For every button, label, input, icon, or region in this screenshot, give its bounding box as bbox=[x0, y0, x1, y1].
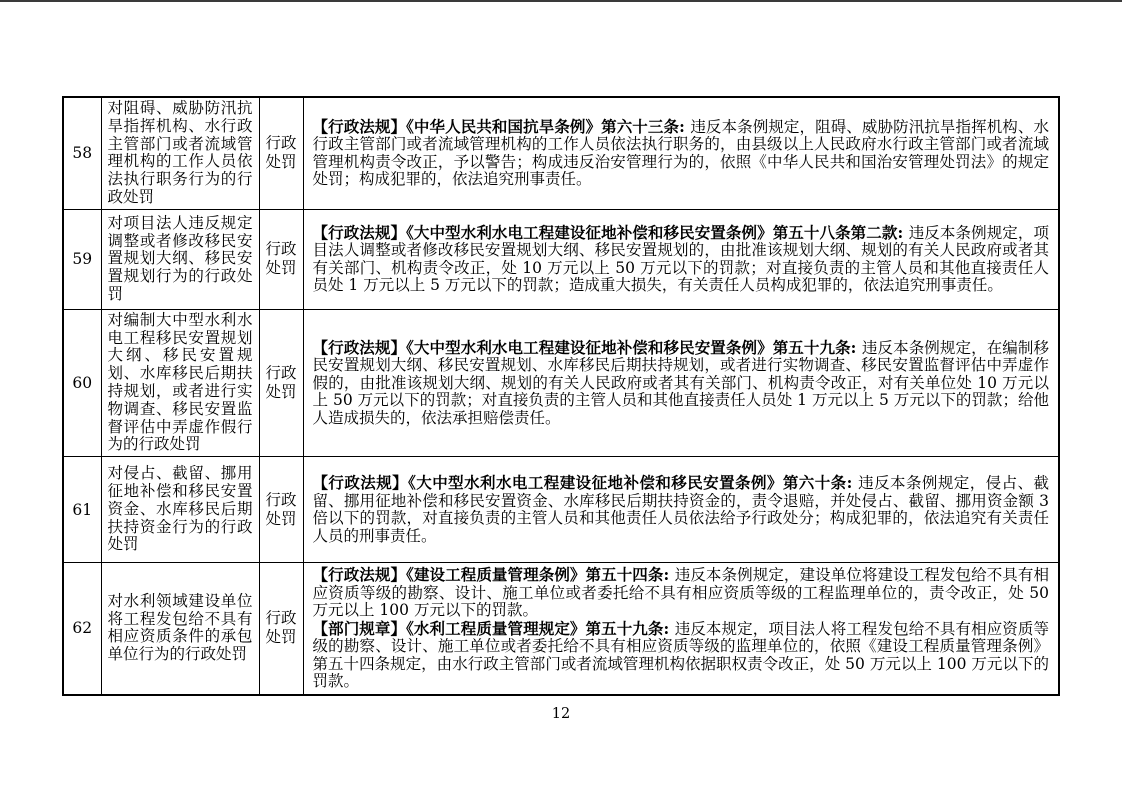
legal-basis-entry bbox=[313, 474, 1050, 545]
row-number: 62 bbox=[63, 563, 101, 695]
statute-text: 违反本条例规定，在编制移民安置规划大纲、移民安置规划、水库移民后期扶持规划，或者进行实物调查、移民安置监督评估中弄虚作假的，由批准该规划大纲、规划的有关人民政府或者其有关部门、机构责令改正，对有关单位处 10 万元以上 50 万元以下的罚款；对直接负责的主管人员和其他直接责任人员处 1 万元以上 5 万元以下的罚款；给他人造成损失的，依法承担赔偿责任。 bbox=[312, 338, 1049, 427]
behavior-cell: 对水利领域建设单位将工程发包给不具有相应资质条件的承包单位行为的行政处罚 bbox=[101, 563, 259, 695]
page-number: 12 bbox=[551, 706, 571, 722]
statute-title: 【行政法规】《建设工程质量管理条例》第五十四条: bbox=[312, 565, 675, 585]
legal-basis-entry bbox=[313, 566, 1050, 620]
row-number: 60 bbox=[63, 309, 101, 456]
legal-basis-cell bbox=[303, 309, 1059, 456]
page-top-edge-line bbox=[0, 0, 1122, 2]
legal-basis-entry bbox=[313, 620, 1050, 691]
penalty-table bbox=[62, 96, 1060, 696]
legal-basis-cell bbox=[303, 97, 1059, 209]
legal-basis-entry bbox=[313, 224, 1050, 295]
penalty-type-cell: 行政处罚 bbox=[259, 563, 303, 695]
row-number: 61 bbox=[63, 457, 101, 563]
statute-title: 【行政法规】《大中型水利水电工程建设征地补偿和移民安置条例》第五十八条第二款: bbox=[312, 222, 909, 242]
statute-text: 违反本规定，项目法人将工程发包给不具有相应资质等级的勘察、设计、施工单位或者委托给不具有相应资质等级的监理单位的，依照《建设工程质量管理条例》第五十四条规定，由水行政主管部门或者流域管理机构依据职权责令改正，处 50 万元以上 100 万元以下的罚款。 bbox=[312, 619, 1049, 691]
legal-basis-cell bbox=[303, 457, 1059, 563]
statute-text: 违反本条例规定，项目法人调整或者修改移民安置规划大纲、移民安置规划的，由批准该规划大纲、规划的有关人民政府或者其有关部门、机构责令改正，处 10 万元以上 50 万元以下的罚款；对直接负责的主管人员和其他直接责任人员处 1 万元以上 5 万元以下的罚款；造成重大损失，有关责任人员构成犯罪的，依法追究刑事责任。 bbox=[312, 223, 1049, 295]
table-row bbox=[63, 563, 1059, 695]
statute-text: 违反本条例规定，建设单位将建设工程发包给不具有相应资质等级的勘察、设计、施工单位或者委托给不具有相应资质等级的工程监理单位的，责令改正，处 50 万元以上 100 万元以下的罚款。 bbox=[312, 566, 1049, 620]
statute-title: 【部门规章】《水利工程质量管理规定》第五十九条: bbox=[312, 618, 675, 638]
penalty-type-cell: 行政处罚 bbox=[259, 97, 303, 209]
legal-basis-cell bbox=[303, 563, 1059, 695]
behavior-cell: 对编制大中型水利水电工程移民安置规划大纲、移民安置规划、水库移民后期扶持规划，或者进行实物调查、移民安置监督评估中弄虚作假行为的行政处罚 bbox=[101, 309, 259, 456]
table-row bbox=[63, 457, 1059, 563]
statute-title: 【行政法规】《中华人民共和国抗旱条例》第六十三条: bbox=[312, 116, 691, 136]
table-row bbox=[63, 97, 1059, 209]
statute-title: 【行政法规】《大中型水利水电工程建设征地补偿和移民安置条例》第六十条: bbox=[312, 473, 859, 493]
legal-basis-entry bbox=[313, 339, 1050, 428]
legal-basis-cell bbox=[303, 209, 1059, 309]
statute-text: 违反本条例规定，阻碍、威胁防汛抗旱指挥机构、水行政主管部门或者流域管理机构的工作人员依法执行职务的，由县级以上人民政府水行政主管部门或者流域管理机构责令改正，予以警告；构成违反治安管理行为的，依照《中华人民共和国治安管理处罚法》的规定处罚；构成犯罪的，依法追究刑事责任。 bbox=[312, 117, 1049, 189]
statute-text: 违反本条例规定，侵占、截留、挪用征地补偿和移民安置资金、水库移民后期扶持资金的，责令退赔，并处侵占、截留、挪用资金额 3 倍以下的罚款，对直接负责的主管人员和其他责任人员依法给予行政处分；构成犯罪的，依法追究有关责任人员的刑事责任。 bbox=[312, 474, 1049, 545]
statute-title: 【行政法规】《大中型水利水电工程建设征地补偿和移民安置条例》第五十九条: bbox=[312, 337, 862, 357]
table-row bbox=[63, 209, 1059, 309]
table-row bbox=[63, 309, 1059, 456]
legal-basis-entry bbox=[313, 118, 1050, 189]
behavior-cell: 对侵占、截留、挪用征地补偿和移民安置资金、水库移民后期扶持资金行为的行政处罚 bbox=[101, 457, 259, 563]
penalty-type-cell: 行政处罚 bbox=[259, 209, 303, 309]
behavior-cell: 对项目法人违反规定调整或者修改移民安置规划大纲、移民安置规划行为的行政处罚 bbox=[101, 209, 259, 309]
behavior-cell: 对阻碍、威胁防汛抗旱指挥机构、水行政主管部门或者流域管理机构的工作人员依法执行职务行为的行政处罚 bbox=[101, 97, 259, 209]
penalty-type-cell: 行政处罚 bbox=[259, 309, 303, 456]
penalty-type-cell: 行政处罚 bbox=[259, 457, 303, 563]
row-number: 59 bbox=[63, 209, 101, 309]
row-number: 58 bbox=[63, 97, 101, 209]
